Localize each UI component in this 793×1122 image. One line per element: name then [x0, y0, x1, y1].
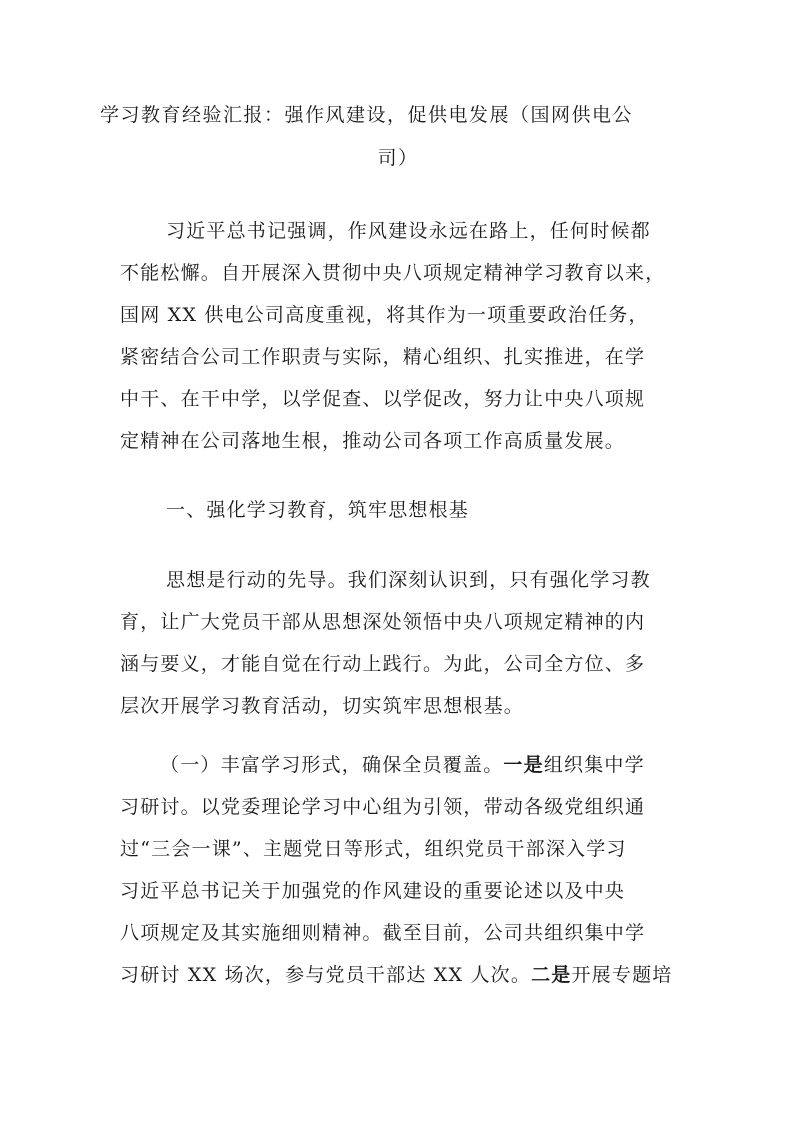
paragraph-3-line-6-prefix: 习研讨 XX 场次，参与党员干部达 XX 人次。	[120, 964, 532, 986]
paragraph-3	[120, 752, 690, 1004]
paragraph-1	[120, 218, 690, 470]
paragraph-3-line	[120, 752, 690, 794]
paragraph-1-line: 紧密结合公司工作职责与实际，精心组织、扎实推进，在学	[120, 346, 646, 368]
paragraph-2-line: 层次开展学习教育活动，切实筑牢思想根基。	[120, 695, 525, 717]
paragraph-3-line	[120, 962, 690, 1004]
paragraph-3-line: 过“三会一课”、主题党日等形式，组织党员干部深入学习	[120, 838, 627, 860]
paragraph-2-line: 思想是行动的先导。我们深刻认识到，只有强化学习教	[166, 569, 651, 591]
paragraph-1-line: 国网 XX 供电公司高度重视，将其作为一项重要政治任务，	[120, 304, 649, 326]
emphasis-first: 一是	[503, 754, 544, 776]
paragraph-3-line-6-suffix: 开展专题培	[571, 964, 673, 986]
paragraph-3-line: 八项规定及其实施细则精神。截至目前，公司共组织集中学	[120, 922, 646, 944]
paragraph-3-line-1-prefix: （一）丰富学习形式，确保全员覆盖。	[160, 754, 504, 776]
paragraph-3-line: 习研讨。以党委理论学习中心组为引领，带动各级党组织通	[120, 796, 646, 818]
section-heading-1: 一、强化学习教育，筑牢思想根基	[166, 499, 470, 521]
paragraph-1-line: 不能松懈。自开展深入贯彻中央八项规定精神学习教育以来，	[120, 262, 666, 284]
paragraph-2-line: 育，让广大党员干部从思想深处领悟中央八项规定精神的内	[120, 611, 646, 633]
document-title-line-1: 学习教育经验汇报：强作风建设，促供电发展（国网供电公	[100, 104, 634, 126]
paragraph-2-line: 涵与要义，才能自觉在行动上践行。为此，公司全方位、多	[120, 653, 646, 675]
paragraph-1-line: 中干、在干中学，以学促查、以学促改，努力让中央八项规	[120, 388, 646, 410]
document-title-line-2: 司）	[377, 147, 419, 169]
paragraph-1-line: 定精神在公司落地生根，推动公司各项工作高质量发展。	[120, 430, 626, 452]
paragraph-1-line: 习近平总书记强调，作风建设永远在路上，任何时候都	[166, 220, 651, 242]
paragraph-3-line-1-suffix: 组织集中学	[543, 754, 645, 776]
paragraph-3-line: 习近平总书记关于加强党的作风建设的重要论述以及中央	[120, 880, 626, 902]
emphasis-second: 二是	[531, 964, 572, 986]
paragraph-2	[120, 567, 690, 735]
